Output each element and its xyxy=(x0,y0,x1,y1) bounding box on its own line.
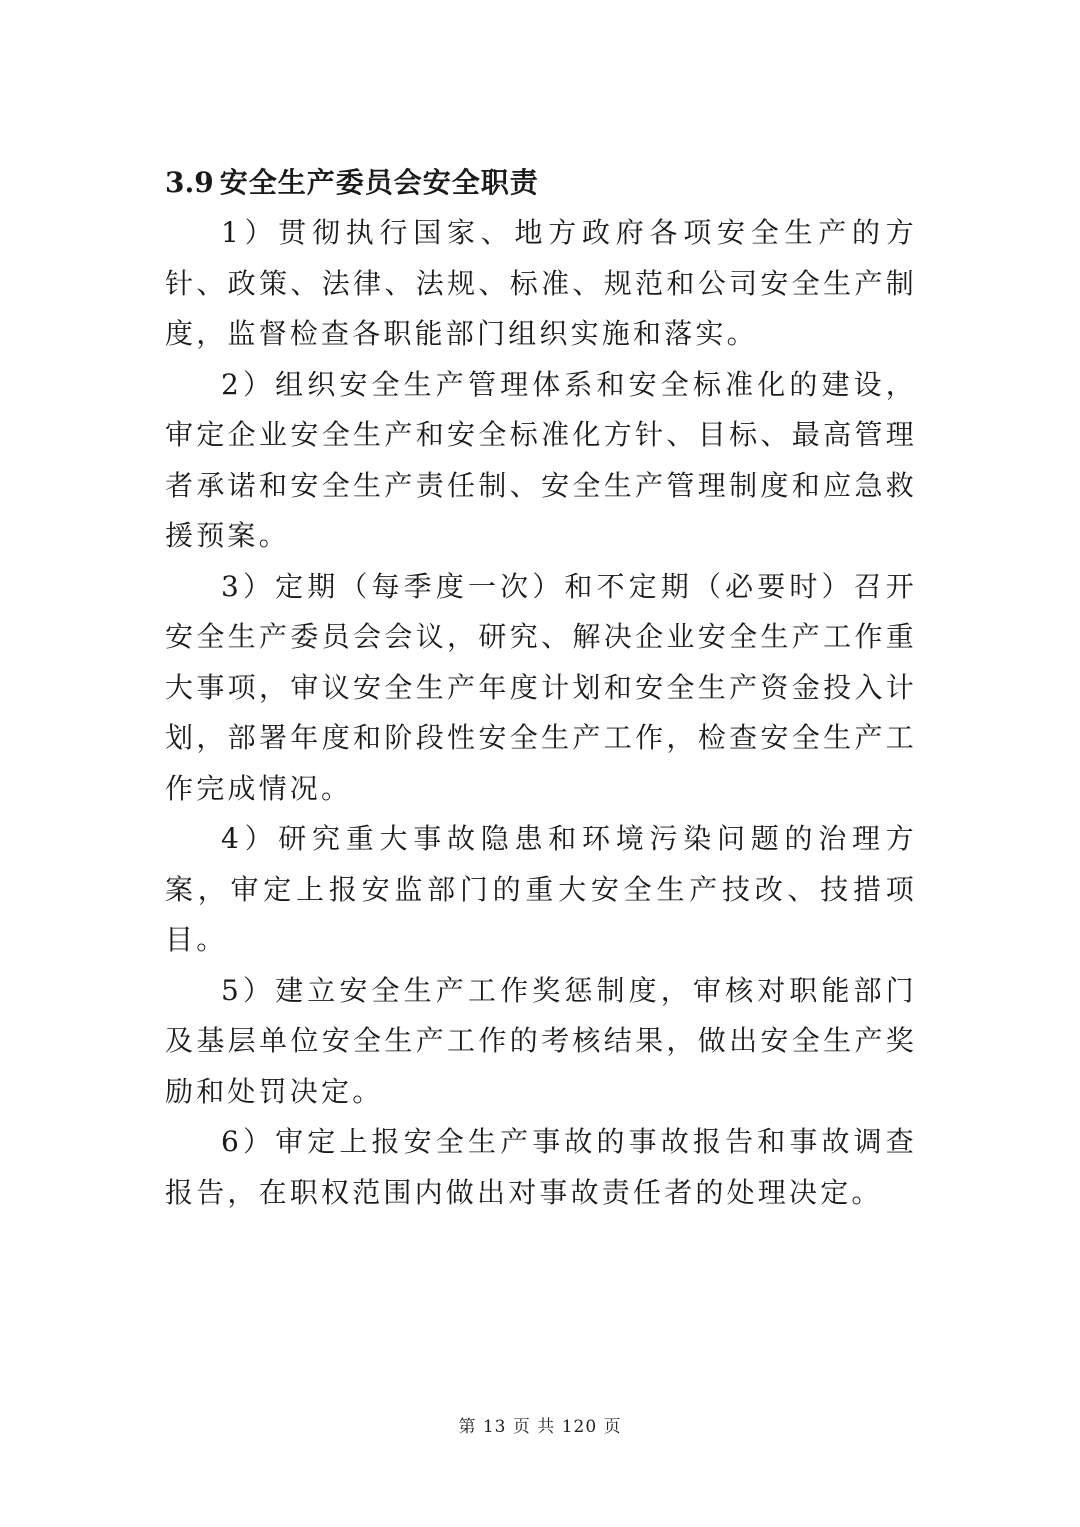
footer-suffix: 页 xyxy=(603,1417,622,1437)
section-heading xyxy=(165,158,917,208)
footer-middle: 页 共 xyxy=(512,1417,556,1437)
paragraph-6: 6）审定上报安全生产事故的事故报告和事故调查报告，在职权范围内做出对事故责任者的处理决定。 xyxy=(165,1125,917,1209)
section-title-text: 安全生产委员会安全职责 xyxy=(219,166,539,199)
footer-prefix: 第 xyxy=(458,1417,477,1437)
paragraph-4: 4）研究重大事故隐患和环境污染问题的治理方案，审定上报安监部门的重大安全生产技改、技措项目。 xyxy=(165,822,917,956)
footer-current-page: 13 xyxy=(482,1417,507,1437)
paragraph-1: 1）贯彻执行国家、地方政府各项安全生产的方针、政策、法律、法规、标准、规范和公司安全生产制度，监督检查各职能部门组织实施和落实。 xyxy=(165,216,917,350)
page-content xyxy=(165,158,917,1218)
section-number: 3.9 xyxy=(165,166,214,199)
footer-total-pages: 120 xyxy=(561,1417,598,1437)
paragraph-5: 5）建立安全生产工作奖惩制度，审核对职能部门及基层单位安全生产工作的考核结果，做出安全生产奖励和处罚决定。 xyxy=(165,973,917,1108)
paragraph-2: 2）组织安全生产管理体系和安全标准化的建设，审定企业安全生产和安全标准化方针、目标、最高管理者承诺和安全生产责任制、安全生产管理制度和应急救援预案。 xyxy=(165,367,917,552)
page-footer xyxy=(0,1412,1080,1442)
paragraph-3: 3）定期（每季度一次）和不定期（必要时）召开安全生产委员会会议，研究、解决企业安全生产工作重大事项，审议安全生产年度计划和安全生产资金投入计划，部署年度和阶段性安全生产工作，检查安全生产工作完成情况。 xyxy=(165,569,917,805)
